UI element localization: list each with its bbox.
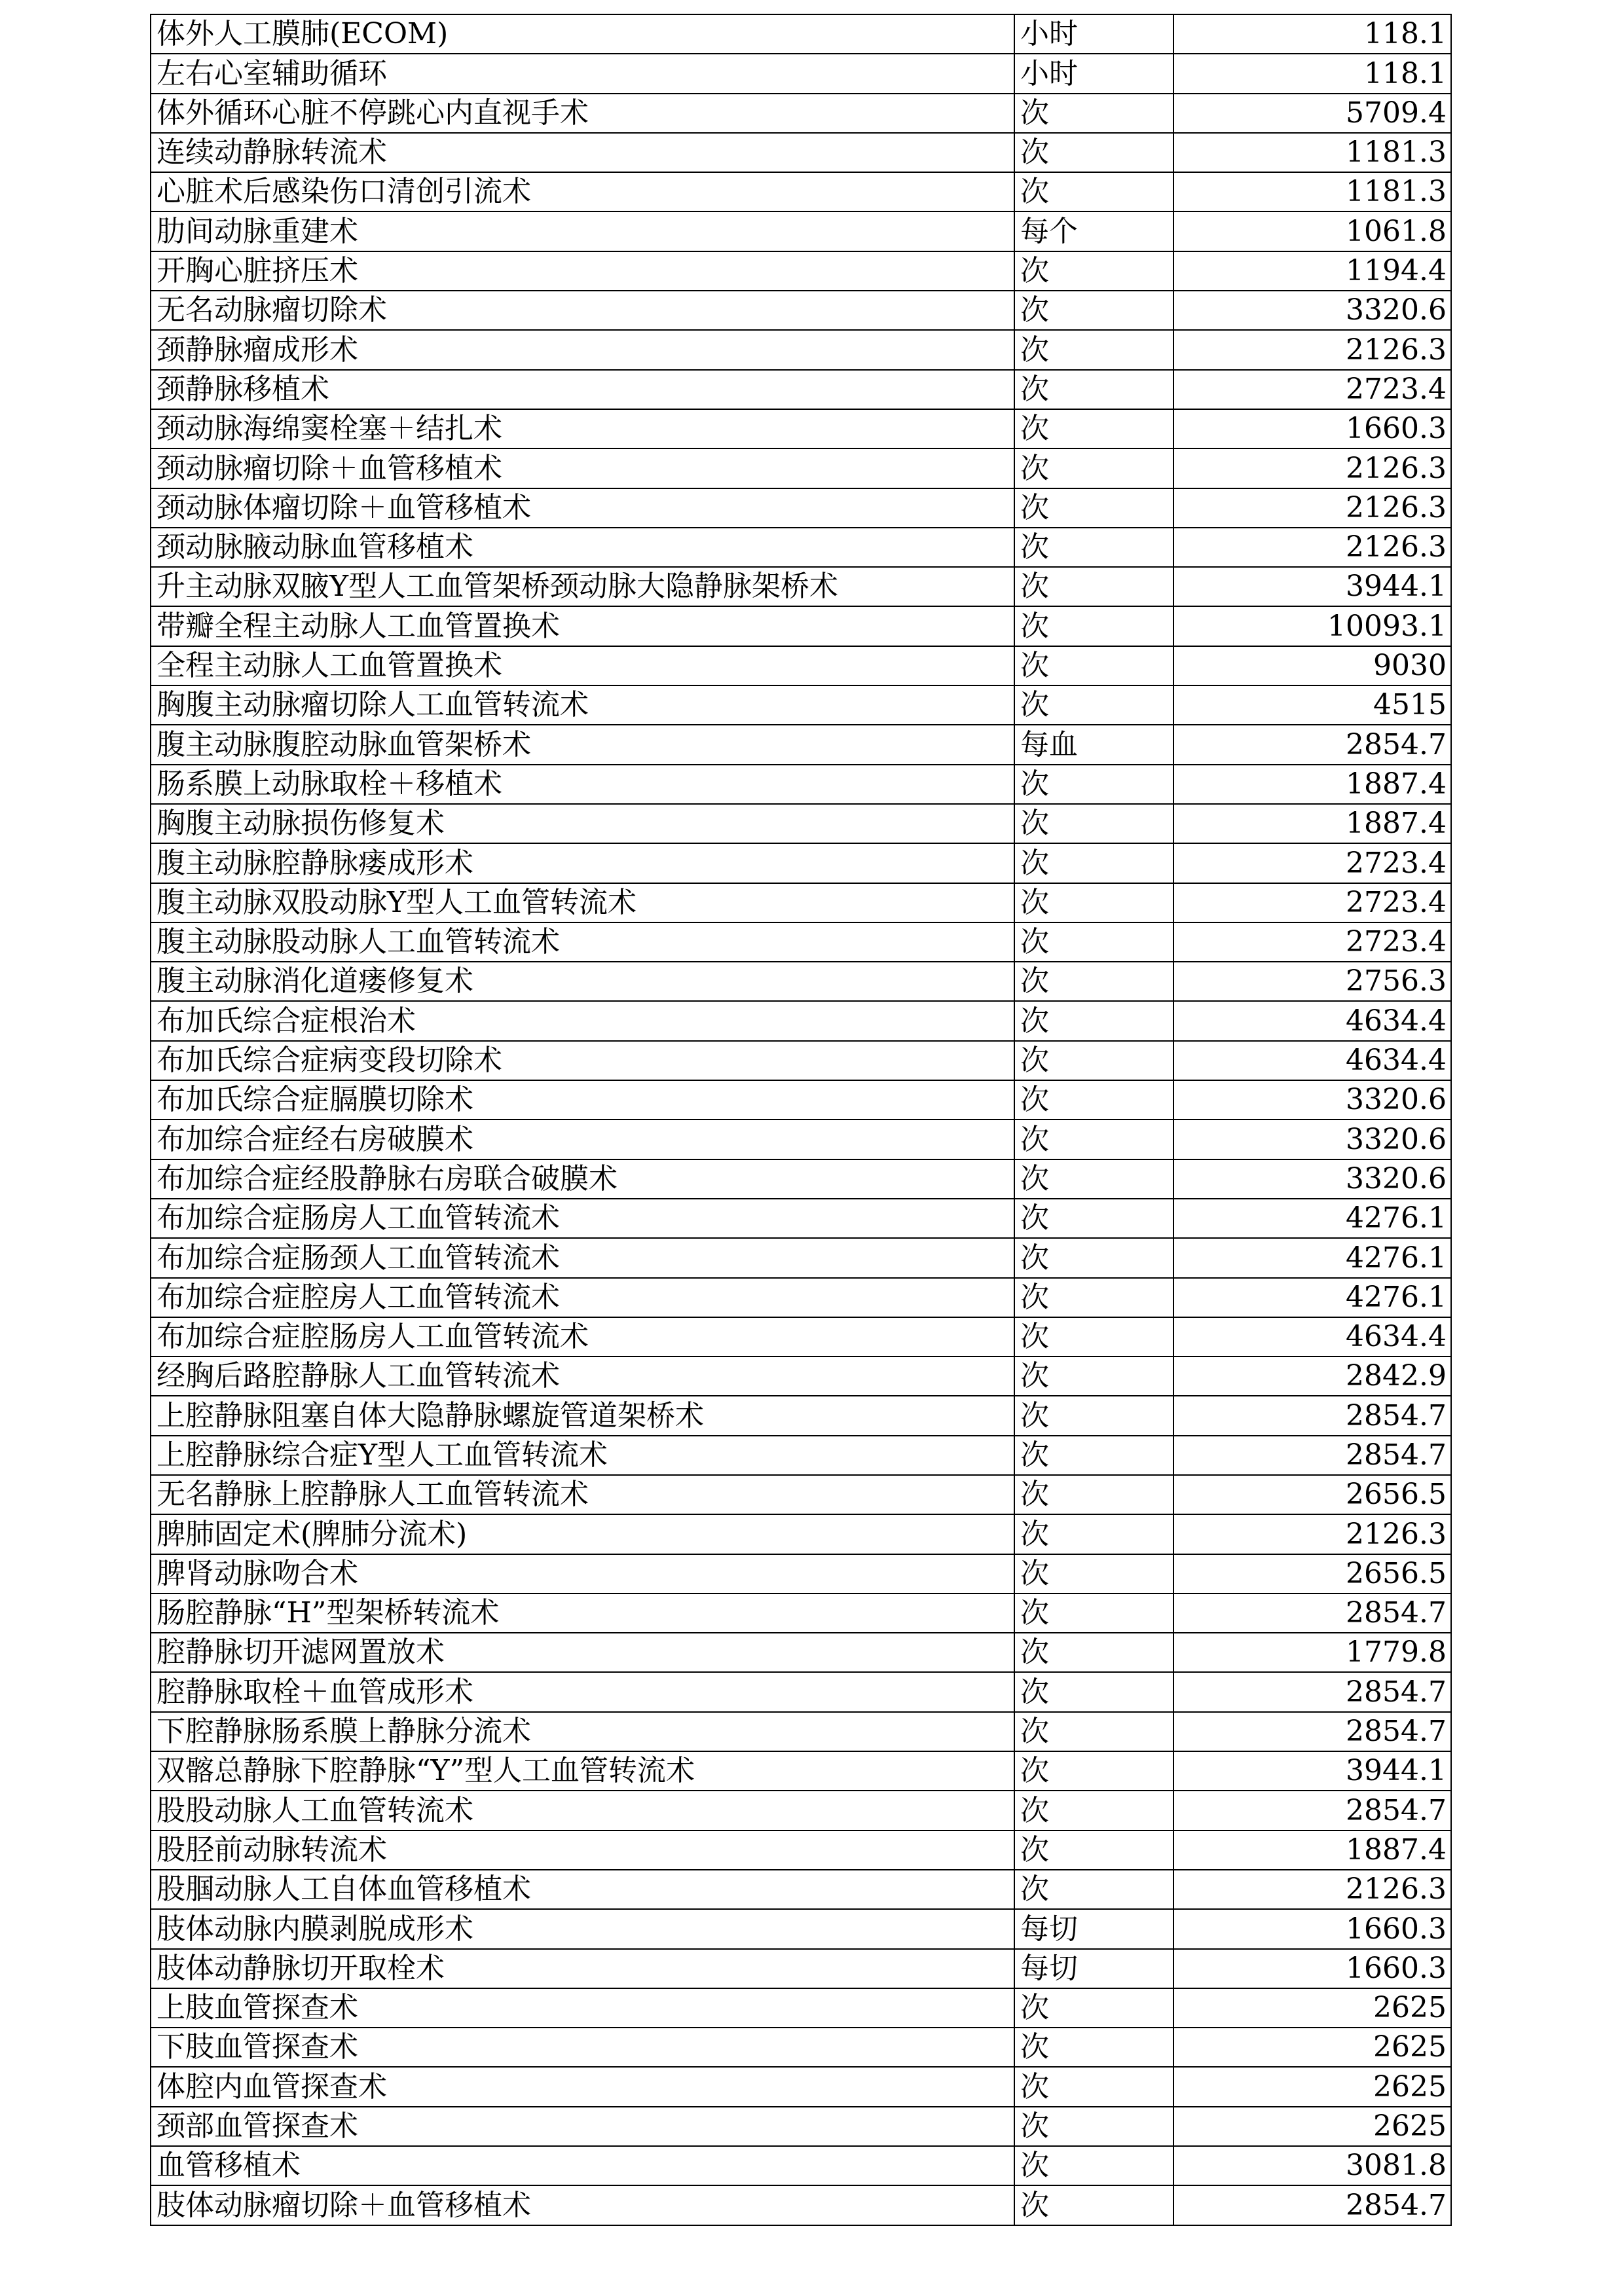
table-row — [151, 1278, 1451, 1317]
unit-cell: 小时 — [1014, 54, 1173, 93]
unit-cell: 次 — [1014, 606, 1173, 646]
procedure-name-cell: 肢体动静脉切开取栓术 — [151, 1949, 1014, 1988]
table-row — [151, 133, 1451, 172]
table-row — [151, 922, 1451, 962]
unit-cell: 次 — [1014, 962, 1173, 1001]
unit-cell: 次 — [1014, 2185, 1173, 2225]
price-cell: 2723.4 — [1173, 922, 1451, 962]
price-cell: 2854.7 — [1173, 1712, 1451, 1751]
price-cell: 2723.4 — [1173, 883, 1451, 922]
procedure-name-cell: 布加综合症经右房破膜术 — [151, 1120, 1014, 1159]
unit-cell: 次 — [1014, 370, 1173, 409]
unit-cell: 次 — [1014, 765, 1173, 804]
procedure-name-cell: 脾肺固定术(脾肺分流术) — [151, 1514, 1014, 1554]
procedure-name-cell: 颈静脉移植术 — [151, 370, 1014, 409]
price-cell: 3944.1 — [1173, 1751, 1451, 1791]
unit-cell: 小时 — [1014, 14, 1173, 54]
procedure-name-cell: 左右心室辅助循环 — [151, 54, 1014, 93]
procedure-name-cell: 体外人工膜肺(ECOM) — [151, 14, 1014, 54]
table-row — [151, 1120, 1451, 1159]
table-row — [151, 1594, 1451, 1633]
procedure-name-cell: 带瓣全程主动脉人工血管置换术 — [151, 606, 1014, 646]
unit-cell: 次 — [1014, 1041, 1173, 1080]
price-cell: 1887.4 — [1173, 804, 1451, 843]
table-row — [151, 1633, 1451, 1672]
table-row — [151, 54, 1451, 93]
procedure-name-cell: 下腔静脉肠系膜上静脉分流术 — [151, 1712, 1014, 1751]
unit-cell: 次 — [1014, 1001, 1173, 1040]
price-cell: 2126.3 — [1173, 330, 1451, 369]
price-cell: 2723.4 — [1173, 370, 1451, 409]
price-cell: 1887.4 — [1173, 765, 1451, 804]
table-row — [151, 488, 1451, 528]
price-cell: 10093.1 — [1173, 606, 1451, 646]
table-row — [151, 14, 1451, 54]
table-row — [151, 646, 1451, 685]
price-cell: 2126.3 — [1173, 528, 1451, 567]
table-row — [151, 1870, 1451, 1909]
price-cell: 2656.5 — [1173, 1475, 1451, 1514]
price-cell: 2854.7 — [1173, 1672, 1451, 1711]
price-table-body — [151, 14, 1451, 2225]
procedure-name-cell: 肠腔静脉“H”型架桥转流术 — [151, 1594, 1014, 1633]
table-row — [151, 528, 1451, 567]
procedure-name-cell: 布加氏综合症膈膜切除术 — [151, 1080, 1014, 1120]
table-row — [151, 211, 1451, 251]
procedure-name-cell: 股胫前动脉转流术 — [151, 1831, 1014, 1870]
table-row — [151, 1791, 1451, 1830]
procedure-name-cell: 心脏术后感染伤口清创引流术 — [151, 172, 1014, 211]
price-cell: 1779.8 — [1173, 1633, 1451, 1672]
procedure-name-cell: 颈部血管探查术 — [151, 2107, 1014, 2146]
unit-cell: 次 — [1014, 1396, 1173, 1435]
procedure-name-cell: 腔静脉切开滤网置放术 — [151, 1633, 1014, 1672]
table-row — [151, 1436, 1451, 1475]
procedure-name-cell: 肢体动脉瘤切除＋血管移植术 — [151, 2185, 1014, 2225]
unit-cell: 次 — [1014, 1870, 1173, 1909]
procedure-name-cell: 无名动脉瘤切除术 — [151, 291, 1014, 330]
price-table — [150, 14, 1452, 2226]
price-cell: 2625 — [1173, 1988, 1451, 2028]
unit-cell: 次 — [1014, 1831, 1173, 1870]
price-cell: 1660.3 — [1173, 1949, 1451, 1988]
unit-cell: 次 — [1014, 2067, 1173, 2106]
procedure-name-cell: 股腘动脉人工自体血管移植术 — [151, 1870, 1014, 1909]
procedure-name-cell: 布加综合症经股静脉右房联合破膜术 — [151, 1159, 1014, 1199]
procedure-name-cell: 脾肾动脉吻合术 — [151, 1554, 1014, 1594]
procedure-name-cell: 升主动脉双腋Y型人工血管架桥颈动脉大隐静脉架桥术 — [151, 567, 1014, 606]
price-cell: 1194.4 — [1173, 251, 1451, 291]
price-cell: 4276.1 — [1173, 1238, 1451, 1277]
price-cell: 118.1 — [1173, 54, 1451, 93]
procedure-name-cell: 腹主动脉腔静脉瘘成形术 — [151, 843, 1014, 883]
unit-cell: 次 — [1014, 1672, 1173, 1711]
table-row — [151, 1988, 1451, 2028]
table-row — [151, 567, 1451, 606]
table-row — [151, 883, 1451, 922]
unit-cell: 次 — [1014, 94, 1173, 133]
unit-cell: 次 — [1014, 172, 1173, 211]
procedure-name-cell: 双髂总静脉下腔静脉“Y”型人工血管转流术 — [151, 1751, 1014, 1791]
table-row — [151, 685, 1451, 725]
table-row — [151, 94, 1451, 133]
table-row — [151, 1909, 1451, 1948]
table-row — [151, 606, 1451, 646]
procedure-name-cell: 颈动脉体瘤切除＋血管移植术 — [151, 488, 1014, 528]
procedure-name-cell: 颈动脉腋动脉血管移植术 — [151, 528, 1014, 567]
unit-cell: 次 — [1014, 1238, 1173, 1277]
unit-cell: 次 — [1014, 2107, 1173, 2146]
table-row — [151, 1199, 1451, 1238]
table-row — [151, 1001, 1451, 1040]
procedure-name-cell: 腹主动脉双股动脉Y型人工血管转流术 — [151, 883, 1014, 922]
unit-cell: 次 — [1014, 922, 1173, 962]
unit-cell: 次 — [1014, 1278, 1173, 1317]
unit-cell: 次 — [1014, 1120, 1173, 1159]
procedure-name-cell: 血管移植术 — [151, 2146, 1014, 2185]
procedure-name-cell: 下肢血管探查术 — [151, 2028, 1014, 2067]
procedure-name-cell: 肠系膜上动脉取栓＋移植术 — [151, 765, 1014, 804]
table-row — [151, 1751, 1451, 1791]
table-row — [151, 1475, 1451, 1514]
unit-cell: 次 — [1014, 1159, 1173, 1199]
unit-cell: 次 — [1014, 1514, 1173, 1554]
price-cell: 3320.6 — [1173, 1159, 1451, 1199]
procedure-name-cell: 腹主动脉腹腔动脉血管架桥术 — [151, 725, 1014, 764]
procedure-name-cell: 开胸心脏挤压术 — [151, 251, 1014, 291]
procedure-name-cell: 颈静脉瘤成形术 — [151, 330, 1014, 369]
price-cell: 1660.3 — [1173, 1909, 1451, 1948]
table-row — [151, 1041, 1451, 1080]
unit-cell: 次 — [1014, 1633, 1173, 1672]
table-row — [151, 2067, 1451, 2106]
price-cell: 4515 — [1173, 685, 1451, 725]
procedure-name-cell: 胸腹主动脉损伤修复术 — [151, 804, 1014, 843]
procedure-name-cell: 连续动静脉转流术 — [151, 133, 1014, 172]
table-row — [151, 804, 1451, 843]
price-cell: 2842.9 — [1173, 1357, 1451, 1396]
price-cell: 4276.1 — [1173, 1199, 1451, 1238]
table-row — [151, 409, 1451, 448]
unit-cell: 次 — [1014, 251, 1173, 291]
unit-cell: 次 — [1014, 1594, 1173, 1633]
price-cell: 2126.3 — [1173, 1514, 1451, 1554]
price-cell: 1061.8 — [1173, 211, 1451, 251]
unit-cell: 次 — [1014, 1436, 1173, 1475]
price-cell: 2656.5 — [1173, 1554, 1451, 1594]
unit-cell: 次 — [1014, 528, 1173, 567]
price-cell: 118.1 — [1173, 14, 1451, 54]
unit-cell: 次 — [1014, 291, 1173, 330]
unit-cell: 次 — [1014, 1475, 1173, 1514]
price-cell: 2723.4 — [1173, 843, 1451, 883]
table-row — [151, 1238, 1451, 1277]
procedure-name-cell: 体外循环心脏不停跳心内直视手术 — [151, 94, 1014, 133]
procedure-name-cell: 布加综合症肠房人工血管转流术 — [151, 1199, 1014, 1238]
price-cell: 2854.7 — [1173, 1594, 1451, 1633]
unit-cell: 次 — [1014, 646, 1173, 685]
unit-cell: 每切 — [1014, 1949, 1173, 1988]
procedure-name-cell: 布加综合症腔肠房人工血管转流术 — [151, 1317, 1014, 1357]
price-cell: 2625 — [1173, 2067, 1451, 2106]
procedure-name-cell: 腹主动脉消化道瘘修复术 — [151, 962, 1014, 1001]
unit-cell: 每个 — [1014, 211, 1173, 251]
procedure-name-cell: 上肢血管探查术 — [151, 1988, 1014, 2028]
table-row — [151, 448, 1451, 488]
price-cell: 2625 — [1173, 2107, 1451, 2146]
table-row — [151, 1831, 1451, 1870]
table-row — [151, 843, 1451, 883]
price-cell: 2854.7 — [1173, 725, 1451, 764]
procedure-name-cell: 上腔静脉综合症Y型人工血管转流术 — [151, 1436, 1014, 1475]
unit-cell: 次 — [1014, 1317, 1173, 1357]
procedure-name-cell: 布加氏综合症病变段切除术 — [151, 1041, 1014, 1080]
table-row — [151, 172, 1451, 211]
unit-cell: 次 — [1014, 1712, 1173, 1751]
table-row — [151, 725, 1451, 764]
price-cell: 4634.4 — [1173, 1317, 1451, 1357]
procedure-name-cell: 布加综合症肠颈人工血管转流术 — [151, 1238, 1014, 1277]
price-cell: 3320.6 — [1173, 1080, 1451, 1120]
unit-cell: 次 — [1014, 1080, 1173, 1120]
price-cell: 1887.4 — [1173, 1831, 1451, 1870]
price-cell: 4634.4 — [1173, 1041, 1451, 1080]
price-cell: 2854.7 — [1173, 1791, 1451, 1830]
unit-cell: 次 — [1014, 1554, 1173, 1594]
procedure-name-cell: 股股动脉人工血管转流术 — [151, 1791, 1014, 1830]
price-cell: 2854.7 — [1173, 1436, 1451, 1475]
unit-cell: 每血 — [1014, 725, 1173, 764]
procedure-name-cell: 体腔内血管探查术 — [151, 2067, 1014, 2106]
unit-cell: 次 — [1014, 567, 1173, 606]
unit-cell: 次 — [1014, 409, 1173, 448]
unit-cell: 次 — [1014, 1988, 1173, 2028]
procedure-name-cell: 胸腹主动脉瘤切除人工血管转流术 — [151, 685, 1014, 725]
table-row — [151, 2185, 1451, 2225]
unit-cell: 次 — [1014, 804, 1173, 843]
table-row — [151, 1514, 1451, 1554]
price-cell: 2126.3 — [1173, 1870, 1451, 1909]
unit-cell: 次 — [1014, 488, 1173, 528]
procedure-name-cell: 腔静脉取栓＋血管成形术 — [151, 1672, 1014, 1711]
procedure-name-cell: 上腔静脉阻塞自体大隐静脉螺旋管道架桥术 — [151, 1396, 1014, 1435]
table-row — [151, 1672, 1451, 1711]
table-row — [151, 962, 1451, 1001]
unit-cell: 次 — [1014, 843, 1173, 883]
price-cell: 2126.3 — [1173, 448, 1451, 488]
unit-cell: 次 — [1014, 2028, 1173, 2067]
table-row — [151, 291, 1451, 330]
procedure-name-cell: 颈动脉海绵窦栓塞＋结扎术 — [151, 409, 1014, 448]
unit-cell: 次 — [1014, 330, 1173, 369]
table-row — [151, 1554, 1451, 1594]
table-row — [151, 1159, 1451, 1199]
procedure-name-cell: 颈动脉瘤切除＋血管移植术 — [151, 448, 1014, 488]
unit-cell: 次 — [1014, 1357, 1173, 1396]
table-row — [151, 2028, 1451, 2067]
table-row — [151, 1080, 1451, 1120]
procedure-name-cell: 肢体动脉内膜剥脱成形术 — [151, 1909, 1014, 1948]
price-cell: 3081.8 — [1173, 2146, 1451, 2185]
table-row — [151, 1949, 1451, 1988]
unit-cell: 次 — [1014, 883, 1173, 922]
table-row — [151, 1357, 1451, 1396]
procedure-name-cell: 全程主动脉人工血管置换术 — [151, 646, 1014, 685]
unit-cell: 次 — [1014, 1199, 1173, 1238]
price-cell: 2854.7 — [1173, 1396, 1451, 1435]
price-cell: 2854.7 — [1173, 2185, 1451, 2225]
table-row — [151, 2107, 1451, 2146]
price-cell: 3320.6 — [1173, 291, 1451, 330]
price-cell: 1660.3 — [1173, 409, 1451, 448]
unit-cell: 次 — [1014, 1791, 1173, 1830]
table-row — [151, 2146, 1451, 2185]
price-cell: 2126.3 — [1173, 488, 1451, 528]
price-cell: 4634.4 — [1173, 1001, 1451, 1040]
price-cell: 5709.4 — [1173, 94, 1451, 133]
unit-cell: 次 — [1014, 685, 1173, 725]
unit-cell: 次 — [1014, 448, 1173, 488]
table-row — [151, 330, 1451, 369]
unit-cell: 次 — [1014, 133, 1173, 172]
price-cell: 2625 — [1173, 2028, 1451, 2067]
table-row — [151, 1396, 1451, 1435]
procedure-name-cell: 肋间动脉重建术 — [151, 211, 1014, 251]
price-cell: 2756.3 — [1173, 962, 1451, 1001]
procedure-name-cell: 腹主动脉股动脉人工血管转流术 — [151, 922, 1014, 962]
procedure-name-cell: 布加综合症腔房人工血管转流术 — [151, 1278, 1014, 1317]
price-cell: 3320.6 — [1173, 1120, 1451, 1159]
price-table-sheet — [150, 14, 1450, 2226]
procedure-name-cell: 经胸后路腔静脉人工血管转流术 — [151, 1357, 1014, 1396]
price-cell: 9030 — [1173, 646, 1451, 685]
price-cell: 1181.3 — [1173, 172, 1451, 211]
unit-cell: 次 — [1014, 1751, 1173, 1791]
unit-cell: 次 — [1014, 2146, 1173, 2185]
table-row — [151, 1317, 1451, 1357]
price-cell: 3944.1 — [1173, 567, 1451, 606]
procedure-name-cell: 布加氏综合症根治术 — [151, 1001, 1014, 1040]
table-row — [151, 765, 1451, 804]
unit-cell: 每切 — [1014, 1909, 1173, 1948]
table-row — [151, 251, 1451, 291]
table-row — [151, 370, 1451, 409]
table-row — [151, 1712, 1451, 1751]
procedure-name-cell: 无名静脉上腔静脉人工血管转流术 — [151, 1475, 1014, 1514]
price-cell: 4276.1 — [1173, 1278, 1451, 1317]
price-cell: 1181.3 — [1173, 133, 1451, 172]
